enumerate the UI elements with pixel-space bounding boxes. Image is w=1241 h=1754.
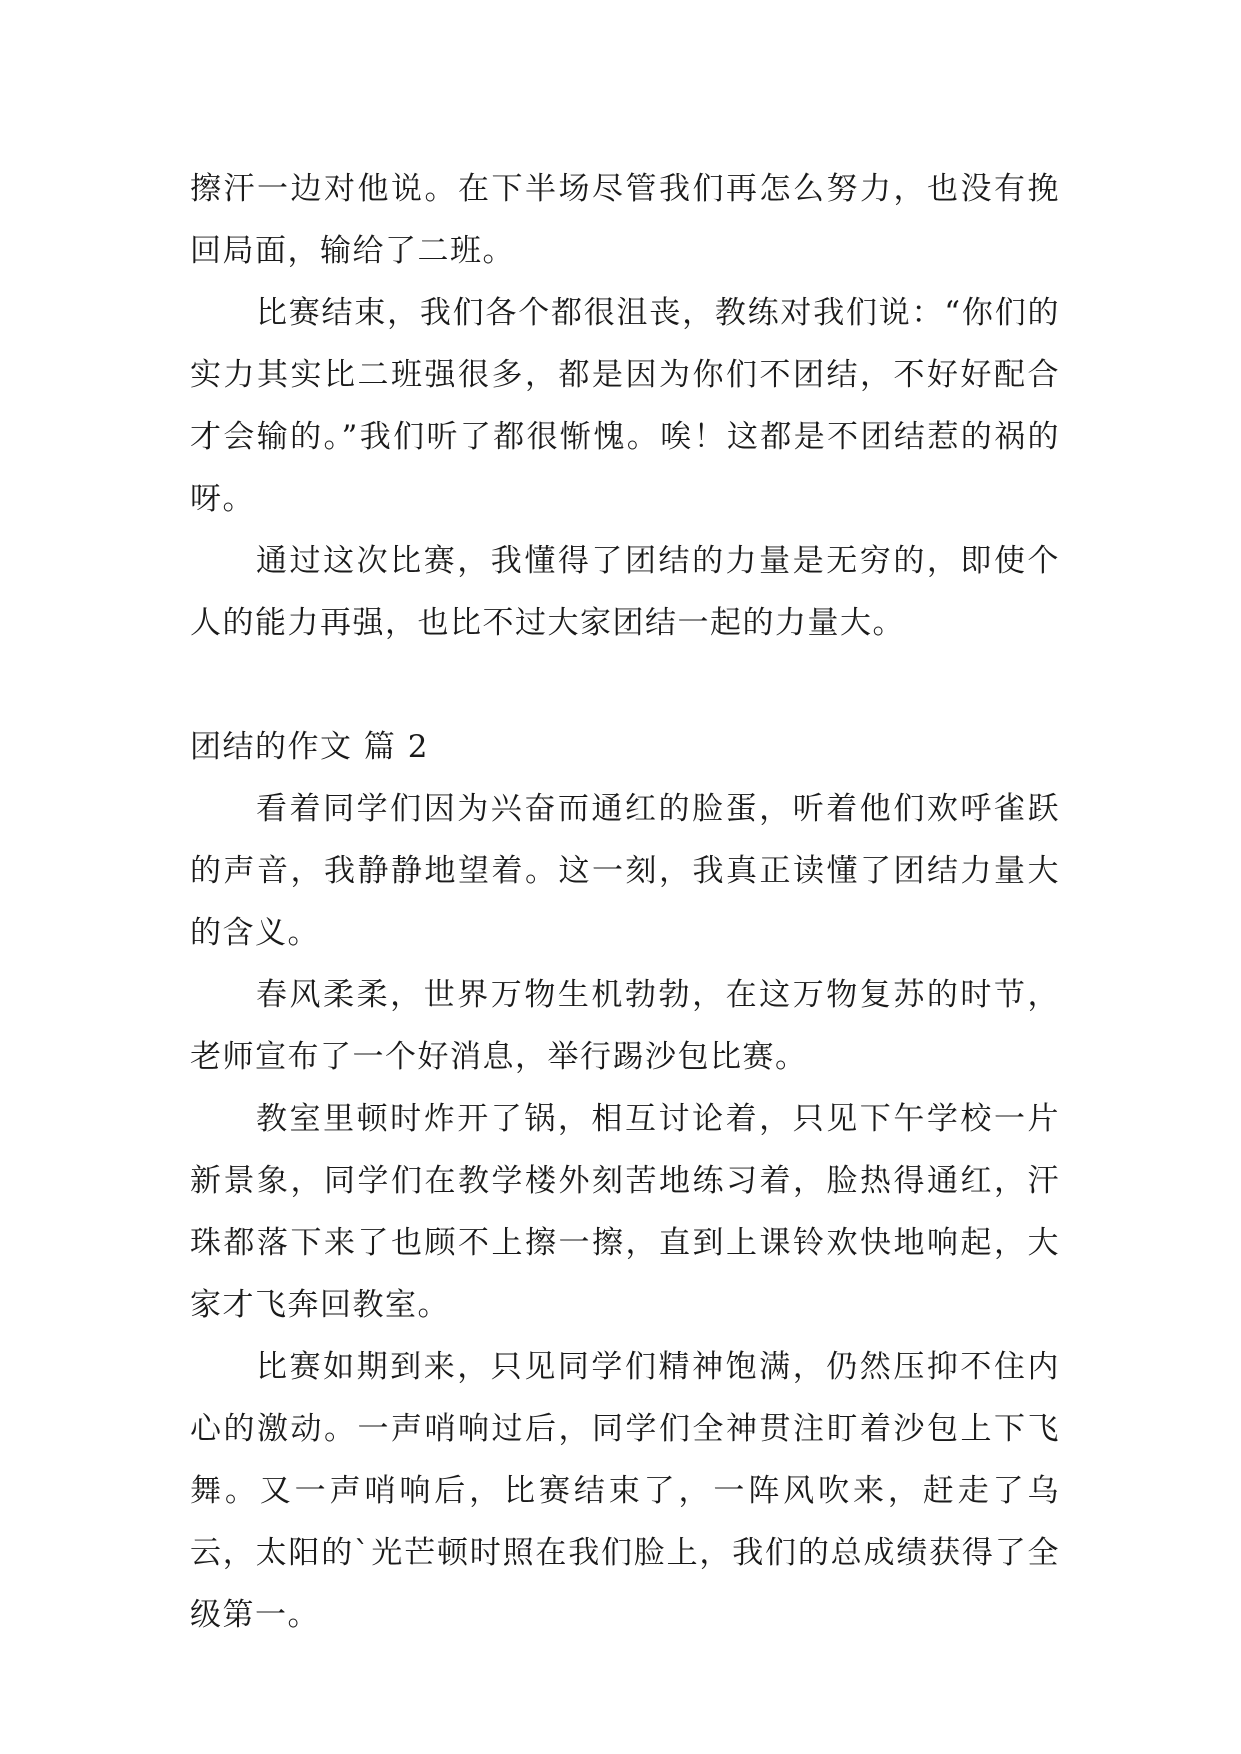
paragraph-conclusion: 通过这次比赛，我懂得了团结的力量是无穷的，即使个人的能力再强，也比不过大家团结一起的力量大。 xyxy=(190,543,1060,641)
section-title: 团结的作文 篇 2 xyxy=(190,729,429,765)
paragraph-match-end: 比赛结束，我们各个都很沮丧，教练对我们说：“你们的实力其实比二班强很多，都是因为你们不团结，不好好配合才会输的。”我们听了都很惭愧。唉！这都是不团结惹的祸的呀。 xyxy=(190,295,1060,517)
paragraph-continued: 擦汗一边对他说。在下半场尽管我们再怎么努力，也没有挽回局面，输给了二班。 xyxy=(190,171,1060,269)
paragraph-competition: 比赛如期到来，只见同学们精神饱满，仍然压抑不住内心的激动。一声哨响过后，同学们全神贯注盯着沙包上下飞舞。又一声哨响后，比赛结束了，一阵风吹来，赶走了乌云，太阳的`光芒顿时照在我们脸上，我们的总成绩获得了全级第一。 xyxy=(190,1349,1060,1633)
paragraph-practice: 教室里顿时炸开了锅，相互讨论着，只见下午学校一片新景象，同学们在教学楼外刻苦地练习着，脸热得通红，汗珠都落下来了也顾不上擦一擦，直到上课铃欢快地响起，大家才飞奔回教室。 xyxy=(190,1101,1060,1323)
document-body xyxy=(190,158,1060,1646)
paragraph-intro: 看着同学们因为兴奋而通红的脸蛋，听着他们欢呼雀跃的声音，我静静地望着。这一刻，我真正读懂了团结力量大的含义。 xyxy=(190,791,1060,951)
paragraph-spring: 春风柔柔，世界万物生机勃勃，在这万物复苏的时节，老师宣布了一个好消息，举行踢沙包比赛。 xyxy=(190,977,1060,1075)
section-gap xyxy=(190,654,1060,716)
